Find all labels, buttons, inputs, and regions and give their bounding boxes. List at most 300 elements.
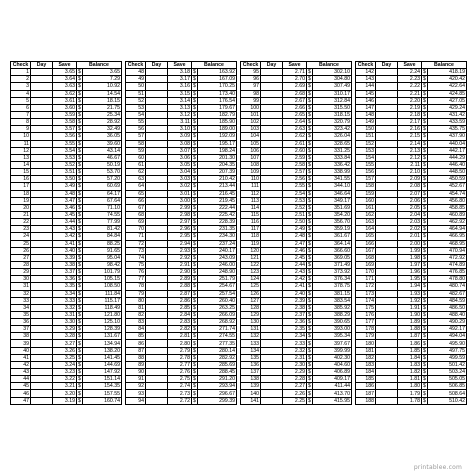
check-cell: 119 (241, 240, 261, 247)
save-cell: 2.40 (283, 290, 307, 297)
check-cell: 3 (11, 83, 31, 90)
save-cell: 1.85 (398, 347, 422, 354)
save-cell: 3.00 (168, 197, 192, 204)
table-row (241, 197, 352, 204)
check-cell: 21 (11, 211, 31, 218)
save-cell: 2.94 (168, 240, 192, 247)
table-row (11, 183, 122, 190)
save-cell: 2.08 (398, 183, 422, 190)
day-cell (31, 183, 53, 190)
table-row (126, 169, 237, 176)
check-cell: 42 (11, 361, 31, 368)
balance-cell: 192.09 (198, 133, 237, 140)
check-cell: 37 (11, 326, 31, 333)
save-cell: 2.76 (168, 369, 192, 376)
currency-cell: $ (78, 197, 81, 204)
table-row (126, 397, 237, 404)
save-cell: 2.81 (168, 333, 192, 340)
currency-cell: $ (308, 154, 311, 161)
currency-cell: $ (78, 262, 81, 268)
balance-cell: 331.25 (313, 147, 352, 154)
day-cell (376, 119, 398, 126)
currency-cell: $ (193, 376, 196, 383)
day-cell (376, 197, 398, 204)
day-cell (376, 254, 398, 261)
check-cell: 38 (11, 333, 31, 340)
save-cell: 3.43 (53, 226, 77, 233)
day-cell (261, 226, 283, 233)
save-cell: 1.94 (398, 283, 422, 290)
save-cell: 2.00 (398, 240, 422, 247)
check-cell: 7 (11, 111, 31, 118)
check-cell: 178 (356, 326, 376, 333)
balance-cell: 125.10 (83, 319, 122, 326)
balance-cell: 210.42 (198, 176, 237, 183)
save-cell: 3.26 (53, 347, 77, 354)
currency-cell: $ (193, 212, 196, 219)
day-cell (376, 311, 398, 318)
save-cell: 2.67 (283, 97, 307, 104)
save-cell: 3.28 (53, 333, 77, 340)
currency-cell: $ (78, 369, 81, 376)
day-cell (146, 383, 168, 390)
balance-cell: 198.24 (198, 147, 237, 154)
check-cell: 18 (11, 190, 31, 197)
save-cell: 3.58 (53, 119, 77, 126)
day-cell (376, 76, 398, 83)
table-row (241, 154, 352, 161)
currency-cell: $ (78, 154, 81, 161)
day-cell (146, 397, 168, 404)
check-cell: 111 (241, 183, 261, 190)
day-cell (31, 133, 53, 140)
save-cell: 2.18 (398, 111, 422, 118)
day-cell (146, 226, 168, 233)
table-row (241, 347, 352, 354)
balance-cell: 53.70 (83, 169, 122, 176)
day-cell (261, 304, 283, 311)
day-cell (261, 333, 283, 340)
table-row (356, 347, 467, 354)
table-row (241, 219, 352, 226)
day-cell (261, 133, 283, 140)
currency-cell: $ (308, 190, 311, 197)
check-cell: 103 (241, 126, 261, 133)
currency-cell: $ (193, 297, 196, 304)
table-row (126, 347, 237, 354)
currency-cell: $ (423, 269, 426, 276)
day-cell (146, 276, 168, 283)
balance-cell: 499.59 (428, 354, 467, 361)
check-cell: 163 (356, 219, 376, 226)
balance-cell: 480.74 (428, 283, 467, 290)
save-cell: 3.29 (53, 326, 77, 333)
currency-cell: $ (193, 147, 196, 154)
column-header: Save (398, 62, 422, 69)
table-row (11, 69, 122, 76)
balance-cell: 81.42 (83, 226, 122, 233)
check-cell: 132 (241, 333, 261, 340)
balance-cell: 349.17 (313, 197, 352, 204)
save-cell: 2.41 (283, 283, 307, 290)
currency-cell: $ (78, 226, 81, 233)
check-cell: 99 (241, 97, 261, 104)
day-cell (376, 211, 398, 218)
check-cell: 106 (241, 147, 261, 154)
save-cell: 2.49 (283, 226, 307, 233)
balance-cell: 399.99 (313, 347, 352, 354)
currency-cell: $ (78, 354, 81, 361)
currency-cell: $ (423, 104, 426, 111)
check-cell: 26 (11, 247, 31, 254)
save-cell: 3.41 (53, 240, 77, 247)
check-cell: 13 (11, 154, 31, 161)
balance-cell: 225.42 (198, 211, 237, 218)
table-row (126, 233, 237, 240)
currency-cell: $ (193, 369, 196, 376)
table-row (126, 183, 237, 190)
check-cell: 107 (241, 154, 261, 161)
column-header: Check (241, 62, 261, 69)
table-row (241, 261, 352, 268)
table-row (356, 311, 467, 318)
day-cell (261, 390, 283, 397)
table-row (126, 97, 237, 104)
day-cell (31, 326, 53, 333)
check-cell: 188 (356, 397, 376, 404)
currency-cell: $ (193, 247, 196, 254)
save-cell: 1.88 (398, 326, 422, 333)
day-cell (261, 197, 283, 204)
save-cell: 3.52 (53, 161, 77, 168)
day-cell (146, 104, 168, 111)
check-cell: 72 (126, 240, 146, 247)
savings-table-3 (240, 61, 352, 405)
table-row (356, 233, 467, 240)
balance-cell: 291.20 (198, 376, 237, 383)
currency-cell: $ (423, 340, 426, 347)
save-cell: 2.45 (283, 254, 307, 261)
currency-cell: $ (308, 247, 311, 254)
save-cell: 2.24 (398, 69, 422, 76)
table-row (241, 397, 352, 404)
day-cell (261, 111, 283, 118)
check-cell: 91 (126, 376, 146, 383)
table-row (356, 76, 467, 83)
currency-cell: $ (193, 76, 196, 83)
table-row (11, 297, 122, 304)
day-cell (376, 233, 398, 240)
table-row (356, 326, 467, 333)
currency-cell: $ (308, 333, 311, 340)
currency-cell: $ (423, 290, 426, 297)
day-cell (31, 283, 53, 290)
table-row (241, 269, 352, 276)
save-cell: 2.60 (283, 147, 307, 154)
balance-cell: 204.35 (198, 161, 237, 168)
table-row (11, 176, 122, 183)
table-row (11, 254, 122, 261)
column-header: Day (376, 62, 398, 69)
currency-cell: $ (308, 76, 311, 83)
day-cell (261, 290, 283, 297)
balance-cell: 427.05 (428, 97, 467, 104)
day-cell (31, 383, 53, 390)
table-row (126, 83, 237, 90)
table-row (11, 104, 122, 111)
balance-cell: 376.34 (313, 276, 352, 283)
check-cell: 175 (356, 304, 376, 311)
currency-cell: $ (78, 233, 81, 240)
balance-cell: 248.90 (198, 269, 237, 276)
save-cell: 2.63 (283, 126, 307, 133)
savings-table-2 (125, 61, 237, 405)
check-cell: 143 (356, 76, 376, 83)
currency-cell: $ (193, 276, 196, 283)
balance-cell: 64.17 (83, 190, 122, 197)
save-cell: 2.29 (283, 369, 307, 376)
currency-cell: $ (308, 297, 311, 304)
table-row (11, 326, 122, 333)
balance-cell: 88.25 (83, 240, 122, 247)
currency-cell: $ (193, 204, 196, 211)
balance-cell: 84.84 (83, 233, 122, 240)
check-cell: 176 (356, 311, 376, 318)
day-cell (146, 347, 168, 354)
table-row (356, 219, 467, 226)
currency-cell: $ (423, 76, 426, 83)
day-cell (146, 169, 168, 176)
save-cell: 3.35 (53, 283, 77, 290)
table-row (126, 283, 237, 290)
check-cell: 151 (356, 133, 376, 140)
table-row (356, 226, 467, 233)
day-cell (376, 226, 398, 233)
check-cell: 51 (126, 90, 146, 97)
save-cell: 2.46 (283, 247, 307, 254)
currency-cell: $ (423, 162, 426, 169)
save-cell: 3.63 (53, 83, 77, 90)
currency-cell: $ (193, 197, 196, 204)
currency-cell: $ (78, 254, 81, 261)
table-row (11, 261, 122, 268)
check-cell: 44 (11, 376, 31, 383)
table-row (11, 76, 122, 83)
currency-cell: $ (423, 390, 426, 397)
day-cell (146, 69, 168, 76)
balance-cell: 3.65 (83, 69, 122, 76)
check-cell: 35 (11, 311, 31, 318)
check-cell: 58 (126, 140, 146, 147)
day-cell (146, 140, 168, 147)
day-cell (376, 97, 398, 104)
currency-cell: $ (78, 297, 81, 304)
save-cell: 2.25 (283, 397, 307, 404)
check-cell: 62 (126, 169, 146, 176)
day-cell (146, 161, 168, 168)
table-row (241, 240, 352, 247)
save-cell: 2.70 (283, 76, 307, 83)
check-cell: 19 (11, 197, 31, 204)
day-cell (146, 183, 168, 190)
table-header-row (241, 62, 352, 69)
currency-cell: $ (423, 133, 426, 140)
day-cell (261, 383, 283, 390)
table-row (11, 226, 122, 233)
balance-cell: 118.49 (83, 304, 122, 311)
save-cell: 1.96 (398, 269, 422, 276)
check-cell: 16 (11, 176, 31, 183)
check-cell: 114 (241, 204, 261, 211)
save-cell: 2.38 (283, 304, 307, 311)
table-row (126, 297, 237, 304)
check-cell: 98 (241, 90, 261, 97)
check-cell: 155 (356, 161, 376, 168)
check-cell: 66 (126, 197, 146, 204)
save-cell: 2.26 (283, 390, 307, 397)
table-row (241, 119, 352, 126)
save-cell: 1.83 (398, 361, 422, 368)
balance-cell: 237.24 (198, 240, 237, 247)
balance-cell: 312.84 (313, 97, 352, 104)
day-cell (31, 354, 53, 361)
day-cell (261, 140, 283, 147)
day-cell (376, 369, 398, 376)
currency-cell: $ (423, 126, 426, 133)
day-cell (261, 276, 283, 283)
balance-cell: 74.55 (83, 211, 122, 218)
table-row (356, 69, 467, 76)
balance-cell: 490.29 (428, 319, 467, 326)
currency-cell: $ (423, 197, 426, 204)
balance-cell: 364.14 (313, 240, 352, 247)
check-cell: 1 (11, 69, 31, 76)
check-cell: 39 (11, 340, 31, 347)
table-row (241, 90, 352, 97)
currency-cell: $ (423, 119, 426, 126)
currency-cell: $ (193, 119, 196, 126)
currency-cell: $ (193, 126, 196, 133)
balance-cell: 299.39 (198, 397, 237, 404)
day-cell (31, 369, 53, 376)
column-header: Check (126, 62, 146, 69)
balance-cell: 470.94 (428, 247, 467, 254)
currency-cell: $ (193, 262, 196, 268)
day-cell (376, 169, 398, 176)
currency-cell: $ (78, 126, 81, 133)
check-cell: 136 (241, 361, 261, 368)
day-cell (376, 340, 398, 347)
balance-cell: 39.60 (83, 140, 122, 147)
day-cell (376, 376, 398, 383)
day-cell (146, 147, 168, 154)
check-cell: 154 (356, 154, 376, 161)
currency-cell: $ (78, 361, 81, 368)
table-row (356, 197, 467, 204)
balance-cell: 346.64 (313, 190, 352, 197)
table-row (356, 111, 467, 118)
save-cell: 2.57 (283, 169, 307, 176)
table-row (356, 83, 467, 90)
check-cell: 100 (241, 104, 261, 111)
save-cell: 3.42 (53, 233, 77, 240)
day-cell (31, 333, 53, 340)
save-cell: 1.90 (398, 311, 422, 318)
table-row (241, 83, 352, 90)
save-cell: 2.79 (168, 347, 192, 354)
check-cell: 130 (241, 319, 261, 326)
day-cell (146, 211, 168, 218)
currency-cell: $ (308, 169, 311, 176)
balance-cell: 260.40 (198, 297, 237, 304)
currency-cell: $ (78, 212, 81, 219)
save-cell: 3.15 (168, 90, 192, 97)
day-cell (146, 261, 168, 268)
currency-cell: $ (308, 326, 311, 333)
balance-cell: 231.35 (198, 226, 237, 233)
table-row (241, 104, 352, 111)
currency-cell: $ (193, 340, 196, 347)
balance-cell: 147.92 (83, 369, 122, 376)
balance-cell: 243.09 (198, 254, 237, 261)
save-cell: 2.37 (283, 311, 307, 318)
table-row (11, 119, 122, 126)
day-cell (261, 211, 283, 218)
day-cell (146, 233, 168, 240)
day-cell (146, 76, 168, 83)
table-row (11, 133, 122, 140)
save-cell: 1.82 (398, 369, 422, 376)
save-cell: 2.75 (168, 376, 192, 383)
table-row (11, 247, 122, 254)
table-row (126, 340, 237, 347)
table-row (356, 297, 467, 304)
table-row (241, 233, 352, 240)
check-cell: 84 (126, 326, 146, 333)
check-cell: 145 (356, 90, 376, 97)
check-cell: 166 (356, 240, 376, 247)
currency-cell: $ (193, 326, 196, 333)
currency-cell: $ (308, 112, 311, 119)
save-cell: 2.72 (168, 397, 192, 404)
table-row (11, 340, 122, 347)
balance-cell: 216.45 (198, 190, 237, 197)
day-cell (376, 247, 398, 254)
currency-cell: $ (423, 254, 426, 261)
day-cell (146, 111, 168, 118)
day-cell (376, 176, 398, 183)
day-cell (376, 219, 398, 226)
save-cell: 2.55 (283, 183, 307, 190)
balance-cell: 402.30 (313, 354, 352, 361)
currency-cell: $ (193, 333, 196, 340)
table-row (356, 333, 467, 340)
currency-cell: $ (423, 354, 426, 361)
balance-cell: 228.39 (198, 219, 237, 226)
balance-cell: 98.42 (83, 261, 122, 268)
check-cell: 116 (241, 219, 261, 226)
check-cell: 125 (241, 283, 261, 290)
column-header: Day (146, 62, 168, 69)
check-cell: 127 (241, 297, 261, 304)
currency-cell: $ (423, 212, 426, 219)
balance-cell: 176.54 (198, 97, 237, 104)
save-cell: 2.95 (168, 233, 192, 240)
save-cell: 2.09 (398, 176, 422, 183)
check-cell: 150 (356, 126, 376, 133)
check-cell: 60 (126, 154, 146, 161)
check-cell: 126 (241, 290, 261, 297)
